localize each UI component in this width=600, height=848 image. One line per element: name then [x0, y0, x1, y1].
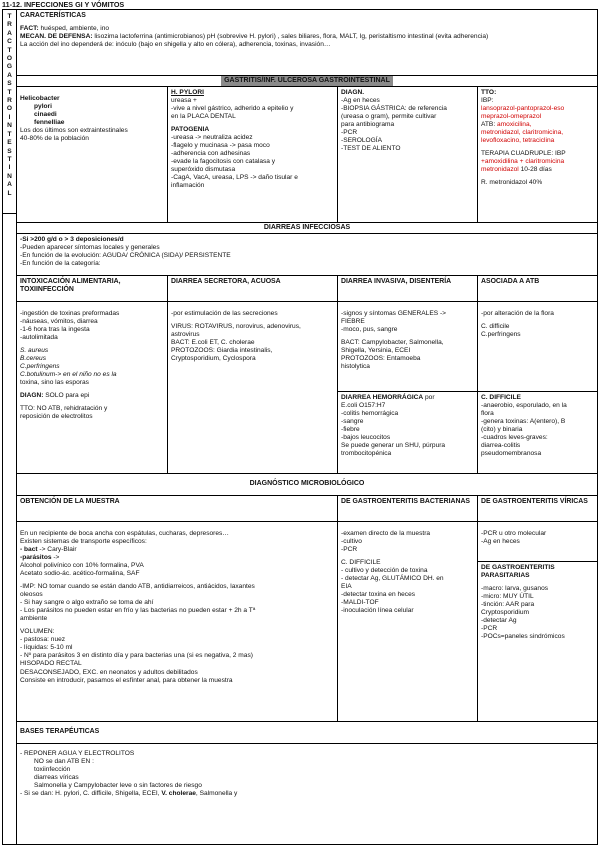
side-letter: A [7, 29, 12, 37]
hemo-line: trombocitopénica [341, 450, 392, 458]
obtencion-line: - pastosa: nuez [20, 636, 66, 644]
parasitarias-line: -POCs=paneles sindrómicos [481, 633, 565, 641]
diarrea-intro-line: -Si >200 g/d o > 3 deposiciones/d [20, 236, 124, 243]
diarrea-content-row [17, 302, 597, 474]
side-letter: T [7, 46, 12, 54]
diarreas-band-label: DIARREAS INFECCIOSAS [263, 223, 351, 231]
tto-title: TTO: [481, 89, 497, 96]
side-column [3, 10, 17, 844]
helicobacter-title: Helicobacter [20, 95, 60, 102]
obtencion-line: Alcohol polivínico con 10% formalina, PVA [20, 562, 144, 570]
page-title: 11-12. INFECCIONES GI Y VÓMITOS [2, 0, 125, 9]
diarrea-intro-line: -Pueden aparecer síntomas locales y generales [20, 244, 160, 252]
cdiff-line: -anaerobio, esporulado, en la [481, 402, 567, 410]
diagnostico-band [17, 474, 597, 496]
obtencion-cell [17, 522, 338, 721]
side-letter: R [7, 21, 12, 29]
helico-note: Los dos últimos son extraintestinales [20, 127, 128, 135]
helico-species-2: cinaedi [34, 111, 57, 119]
cdiff-line: pseudomembranosa [481, 450, 542, 458]
obtencion-line: VOLUMEN: [20, 628, 55, 636]
side-letter: O [6, 55, 13, 63]
cuadruple-drugs: +amoxidilina + claritromicina [481, 158, 565, 166]
obtencion-line: Existen sistemas de transporte específicos: [20, 538, 147, 546]
diarrea-intro-line: -En función de la categoría: [20, 260, 101, 268]
intox-organism: B.cereus [20, 355, 47, 363]
tto-cell [478, 87, 597, 222]
cuadruple-days: 10-28 días [518, 166, 552, 174]
intox-organism: S. aureus [20, 347, 49, 355]
side-letter: E [7, 139, 12, 147]
parasitarias-line: -micro: MUY ÚTIL [481, 593, 534, 601]
main-content [17, 10, 597, 844]
side-letter: S [7, 80, 12, 88]
viricas-line: -PCR u otro molecular [481, 530, 547, 537]
diagn-line: -BIOPSIA GÁSTRICA: de referencia [341, 105, 447, 113]
bacterianas-line: -examen directo de la muestra [341, 530, 431, 537]
hemo-line: -bajos leucocitos [341, 434, 391, 442]
side-letter: N [7, 172, 12, 180]
invasiva-line: histolytica [341, 363, 370, 371]
side-letter: G [6, 63, 13, 71]
patogenia-line: -CagA, VacA, ureasa, LPS -> daño tisular e [171, 174, 298, 182]
atb-drugs: levofloxacino, tetraciclina [481, 137, 555, 145]
hemo-line: E.coli O157:H7 [341, 402, 386, 410]
cdiff-line: (cito) y binaria [481, 426, 523, 434]
asociada-subcell [478, 302, 597, 392]
obtencion-line: oleosos [20, 591, 43, 599]
mecan-label: MECAN. DE DEFENSA: [20, 33, 93, 41]
invasiva-line: BACT: Campylobacter, Salmonella, [341, 339, 444, 347]
ibp-drugs: meprazol-omeprazol [481, 113, 542, 121]
terapia-cuadruple: TERAPIA CUADRUPLE: IBP [481, 150, 566, 158]
invasiva-line: PROTOZOOS: Entamoeba [341, 355, 421, 363]
gastritis-band [17, 76, 597, 87]
bacterianas-line: -cultivo [341, 538, 362, 546]
ibp-drugs: lansoprazol-pantoprazol-eso [481, 105, 565, 113]
patogenia-line: -ureasa -> neutraliza acidez [171, 134, 253, 142]
intox-line: -ingestión de toxinas preformadas [20, 310, 120, 317]
diagn-line: -Ag en heces [341, 97, 380, 105]
caracteristicas-section [17, 10, 597, 76]
bacterianas-line: - cultivo y detección de toxina [341, 567, 428, 575]
bases-si-bold: V. cholerae [161, 790, 196, 798]
side-letter: A [7, 71, 12, 79]
patogenia-line: -flagelo y mucinasa -> pasa moco [171, 142, 270, 150]
diagn-line: -SEROLOGÍA [341, 137, 383, 145]
parasitarias-line: -detectar Ag [481, 617, 517, 625]
side-letter: N [7, 122, 12, 130]
atb-assoc-line: -por alteración de la flora [481, 310, 554, 317]
gastritis-band-label: GASTRITIS/INF. ULCEROSA GASTROINTESTINAL [221, 76, 393, 87]
bases-si-pre: - Si se dan: H. pylori, C. difficile, Shigella, ECEI, [20, 790, 162, 798]
obtencion-line: - Nº para parásitos 3 en distinto día y para bacterias una (si es negativa, 2 mas) [20, 652, 253, 660]
atb-drugs: metronidazol, claritromicina, [481, 129, 564, 137]
helico-species-3: fennelliae [34, 119, 65, 127]
cuadruple-drugs: metronidazol [481, 166, 519, 174]
bases-line: Salmonella y Campylobacter leve o sin factores de riesgo [34, 782, 202, 790]
mecan-text: lisozima lactoferrina (antimicrobianos) pH (sobrevive H. pylori) , sales biliares, flora, MALT, Ig, peristaltismo intestinal (evita adherencia) [92, 33, 489, 41]
hemo-line: Se puede generar un SHU, púrpura [341, 442, 446, 450]
diagn-line: -TEST DE ALIENTO [341, 145, 401, 153]
bases-section [17, 744, 597, 844]
parasitarias-line: -PCR [481, 625, 498, 633]
bases-line: toxiinfección [34, 766, 71, 774]
viricas-subcell [478, 522, 597, 562]
header-asociada-atb: ASOCIADA A ATB [481, 278, 540, 285]
diagnostico-headers-row [17, 496, 597, 522]
header-bacterianas: DE GASTROENTERITIS BACTERIANAS [338, 496, 478, 521]
hpylori-title: H. PYLORI [171, 89, 204, 96]
parasitos-rest: -> [51, 554, 60, 562]
helicobacter-cell [17, 87, 168, 222]
side-letter: T [7, 155, 12, 163]
hemorragica-suffix: por [423, 394, 435, 401]
diagn-cell [338, 87, 478, 222]
obtencion-line: HISOPADO RECTAL [20, 660, 82, 668]
obtencion-line: - Si hay sangre o algo extraño se toma de ahí [20, 599, 154, 607]
secretora-line: PROTOZOOS: Giardia intestinalis, [171, 347, 273, 355]
obtencion-line: ambiente [20, 615, 48, 623]
side-letter: I [8, 113, 11, 121]
invasiva-line: -moco, pus, sangre [341, 326, 398, 334]
obtencion-line: En un recipiente de boca ancha con espátulas, cucharas, depresores… [20, 530, 229, 537]
viricas-line: -Ag en heces [481, 538, 520, 546]
asociada-atb-cell [478, 302, 597, 473]
atb-drugs: amoxicilina, [495, 121, 532, 129]
header-invasiva: DIARREA INVASIVA, DISENTERÍA [338, 276, 478, 301]
obtencion-line: Acetato sodio-ác. acético-formalina, SAF [20, 570, 140, 578]
bases-line: NO se dan ATB EN : [34, 758, 94, 766]
atb-label: ATB: [481, 121, 496, 129]
hemo-line: -fiebre [341, 426, 360, 434]
side-letter: T [7, 13, 12, 20]
secretora-line: -por estimulación de las secreciones [171, 310, 278, 317]
side-letter: T [7, 88, 12, 96]
ibp-label: IBP: [481, 97, 494, 105]
atb-assoc-line: C.perfringens [481, 331, 521, 339]
bacterianas-line: -inoculación línea celular [341, 607, 414, 615]
header-viricas: DE GASTROENTERITIS VÍRICAS [481, 498, 588, 505]
header-obtencion: OBTENCIÓN DE LA MUESTRA [17, 496, 338, 521]
intox-organism: C.perfringens [20, 363, 60, 371]
parasitarias-subcell [478, 562, 597, 721]
bases-si-post: , Salmonella y [195, 790, 238, 798]
document-page [2, 9, 598, 845]
resistencia-note: R. metronidazol 40% [481, 179, 543, 187]
parasitarias-line: -macro: larva, gusanos [481, 585, 549, 593]
bases-line: - REPONER AGUA Y ELECTROLITOS [20, 750, 135, 757]
invasiva-line: Shigella, Yersinia, ECEI [341, 347, 411, 355]
side-letter: L [7, 189, 12, 197]
obtencion-line: Consiste en introducir, pasamos el esfínter anal, para obtener la muestra [20, 676, 233, 684]
helico-species-1: pylori [34, 103, 52, 111]
diarrea-intro-line: -En función de la evolución: AGUDA/ CRÓNICA (SIDA)/ PERSISTENTE [20, 252, 231, 260]
secretora-line: BACT: E.coli ET, C. cholerae [171, 339, 255, 347]
atb-assoc-line: C. difficile [481, 323, 510, 331]
diagn-line: -PCR [341, 129, 358, 137]
diagn-line: (ureasa o gram), permite cultivar [341, 113, 437, 121]
intox-diagn: SOLO para epi [43, 392, 90, 400]
obtencion-line: DESACONSEJADO, EXC. en neonatos y adultos debilitados [20, 668, 198, 676]
diagn-line: para antibiograma [341, 121, 395, 129]
diarrea-headers-row [17, 276, 597, 302]
fact-label: FACT: [20, 25, 39, 33]
intox-tto: TTO: NO ATB, rehidratación y [20, 405, 108, 413]
diagnostico-content-row [17, 522, 597, 722]
hemo-line: -colitis hemorrágica [341, 410, 399, 418]
cdifficile-subcell [478, 392, 597, 473]
side-letter: R [7, 97, 12, 105]
bac-cdifficile-title: C. DIFFICILE [341, 559, 381, 567]
invasiva-subcell [338, 302, 477, 392]
intox-diagn-label: DIAGN: [20, 392, 44, 400]
intox-line: -náuseas, vómitos, diarrea [20, 318, 98, 326]
intoxicacion-cell [17, 302, 168, 473]
helico-note2: 40-80% de la población [20, 135, 89, 143]
patogenia-title: PATOGENIA [171, 126, 210, 134]
parasitarias-line: -tinción: AAR para [481, 601, 535, 609]
parasitos-label: -parásitos [20, 554, 52, 562]
side-letter: A [7, 181, 12, 189]
intox-line: -autolimitada [20, 334, 58, 342]
intox-organism: toxina, sino las esporas [20, 379, 89, 387]
side-letter: C [7, 38, 12, 46]
bacterianas-cell [338, 522, 478, 721]
side-label-tractogastrointestinal [3, 10, 16, 214]
viricas-cell [478, 522, 597, 721]
hpylori-cell [168, 87, 338, 222]
diagn-title: DIAGN. [341, 89, 365, 96]
obtencion-line: - líquidas: 5-10 ml [20, 644, 73, 652]
invasiva-line: FIEBRE [341, 318, 365, 326]
hemorragica-subcell [338, 392, 477, 473]
bact-rest: -> Cary-Blair [37, 546, 77, 554]
bases-header-row [17, 722, 597, 744]
bacterianas-line: -PCR [341, 546, 358, 554]
bact-label: - bact [20, 546, 38, 554]
patogenia-line: -adherencia con adhesinas [171, 150, 251, 158]
bacterianas-line: - detectar Ag, GLUTÁMICO DH. en [341, 575, 444, 583]
hpylori-line: ureasa + [171, 97, 197, 105]
secretora-line: astrovirus [171, 331, 200, 339]
cdiff-line: -genera toxinas: A(entero), B [481, 418, 566, 426]
caracteristicas-note: La acción del ino dependerá de: inóculo (bajo en shigella y alto en cólera), adherencia, toxinas, invasión… [20, 41, 331, 49]
parasitarias-title: DE GASTROENTERITIS PARASITARIAS [481, 564, 555, 580]
hpylori-line: en la PLACA DENTAL [171, 113, 236, 121]
side-letter: I [8, 164, 11, 172]
cdiff-line: -cuadros leves-graves: [481, 434, 548, 442]
fact-text: huésped, ambiente, ino [38, 25, 110, 33]
bacterianas-line: EIA [341, 583, 352, 591]
hemo-line: -sangre [341, 418, 364, 426]
side-letter: O [6, 105, 13, 113]
obtencion-line: -IMP: NO tomar cuando se están dando ATB, antidiarreicos, antiácidos, laxantes [20, 583, 255, 591]
side-letter: S [7, 147, 12, 155]
side-letter: T [7, 130, 12, 138]
caracteristicas-title: CARACTERÍSTICAS [20, 12, 86, 19]
diarreas-band [17, 223, 597, 234]
header-intoxicacion: INTOXICACIÓN ALIMENTARIA, TOXIINFECCIÓN [17, 276, 168, 301]
invasiva-cell [338, 302, 478, 473]
patogenia-line: inflamación [171, 182, 205, 190]
side-column-empty [3, 214, 16, 844]
intox-tto: reposición de electrolitos [20, 413, 93, 421]
secretora-line: VIRUS: ROTAVIRUS, norovirus, adenovirus, [171, 323, 301, 331]
cdiff-line: flora [481, 410, 494, 418]
secretora-line: Cryptosporidium, Cyclospora [171, 355, 256, 363]
secretora-cell [168, 302, 338, 473]
invasiva-line: -signos y síntomas GENERALES -> [341, 310, 446, 317]
hpylori-line: -vive a nivel gástrico, adherido a epitelio y [171, 105, 294, 113]
cdifficile-title: C. DIFFICILE [481, 394, 521, 401]
patogenia-line: -evade la fagocitosis con catalasa y [171, 158, 276, 166]
bacterianas-line: -detectar toxina en heces [341, 591, 416, 599]
bases-title: BASES TERAPÉUTICAS [20, 728, 100, 735]
diagnostico-band-label: DIAGNÓSTICO MICROBIOLÓGICO [249, 480, 365, 488]
diarreas-intro [17, 234, 597, 276]
patogenia-line: superóxido dismutasa [171, 166, 236, 174]
gastritis-row [17, 87, 597, 223]
intox-line: -1-6 hora tras la ingesta [20, 326, 90, 334]
bacterianas-line: -MALDI-TOF [341, 599, 379, 607]
header-secretora: DIARREA SECRETORA, ACUOSA [168, 276, 338, 301]
intox-organism: C.botulinum-> en el niño no es la [20, 371, 117, 379]
bases-line: diarreas víricas [34, 774, 79, 782]
cdiff-line: diarrea-colitis [481, 442, 521, 450]
parasitarias-line: Cryptosporidium [481, 609, 530, 617]
obtencion-line: - Los parásitos no pueden estar en frío y las bacterias no pueden estar + 2h a Tª [20, 607, 256, 615]
hemorragica-title: DIARREA HEMORRÁGICA [341, 394, 424, 401]
